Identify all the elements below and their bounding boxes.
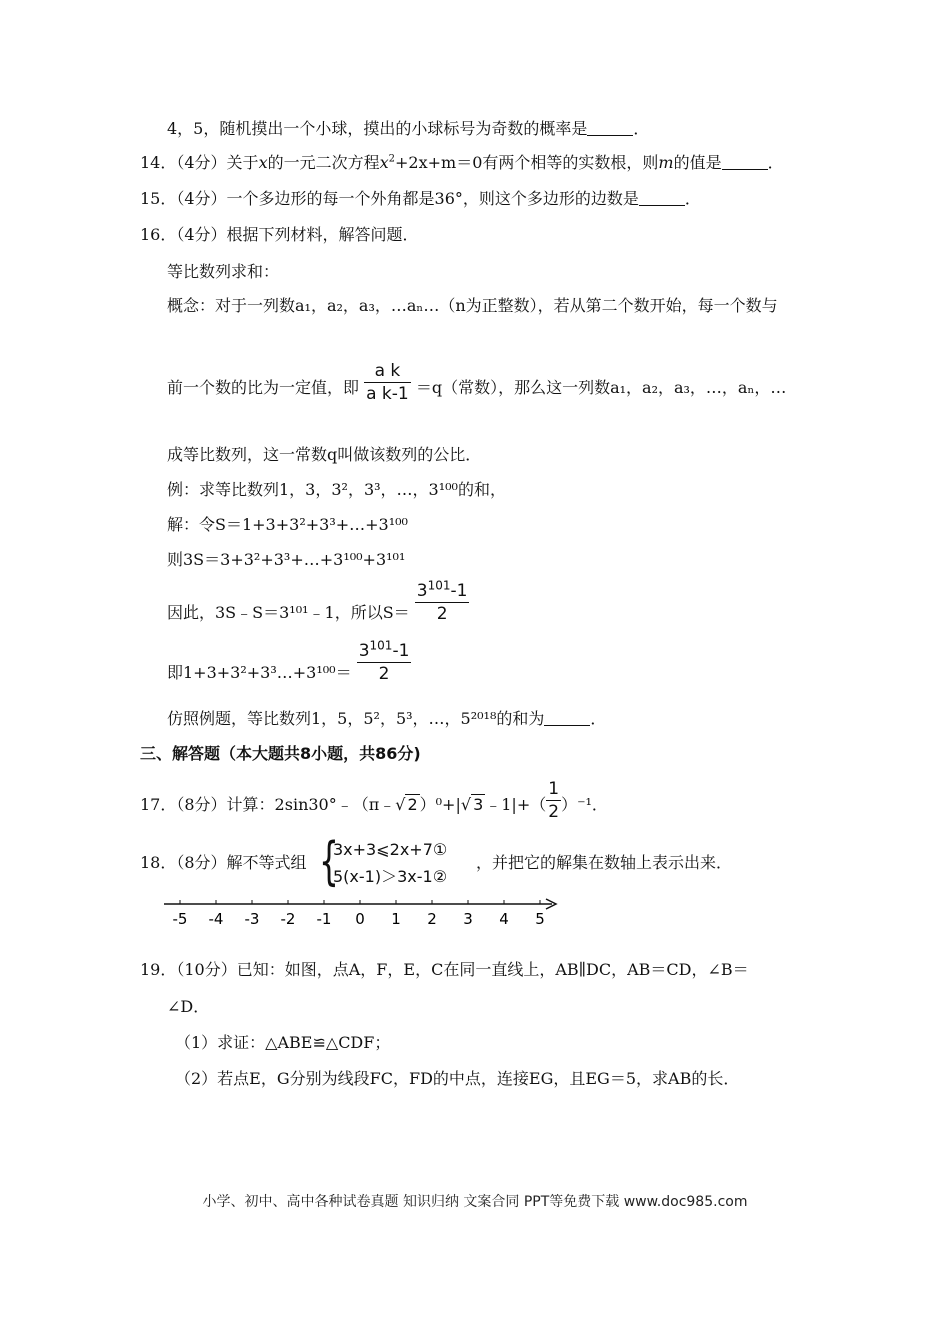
answer-blank bbox=[587, 121, 633, 136]
question-19-line2: ∠D． bbox=[167, 997, 210, 1016]
inequality-2: 5(x-1)＞3x-1② bbox=[333, 867, 448, 886]
q16-called: 成等比数列，这一常数q叫做该数列的公比． bbox=[167, 445, 482, 464]
sum-fraction: $\frac{3^{101}-1}{2}$ bbox=[358, 638, 410, 684]
question-18: 18．（8分）解不等式组 bbox=[140, 853, 307, 872]
number-line-tick-label: 2 bbox=[427, 910, 437, 928]
q16-solution-4: 即1+3+3²+3³…+3¹⁰⁰＝ $\frac{3^{101}-1}{2}$ bbox=[167, 638, 410, 684]
number-line-tick-label: -4 bbox=[208, 910, 224, 928]
question-17: 17．（8分）计算：2sin30°﹣（π﹣√ 2 ）⁰+|√ 3 ﹣1|+（ $\frac{1}{2}$ ）⁻¹． bbox=[140, 779, 608, 822]
inequality-system bbox=[319, 832, 479, 892]
sqrt-icon: √ bbox=[395, 795, 406, 814]
number-line-tick-label: -3 bbox=[244, 910, 260, 928]
number-line-tick-label: -1 bbox=[316, 910, 332, 928]
question-19-part1: （1）求证：△ABE≌△CDF； bbox=[175, 1033, 391, 1052]
q16-title: 等比数列求和： bbox=[167, 262, 280, 281]
brace-icon: { bbox=[319, 832, 339, 892]
ratio-fraction: $\frac{\text{a k}}{\text{a k-1}}$ bbox=[366, 361, 409, 404]
q16-concept: 概念：对于一列数a₁，a₂，a₃，…aₙ…（n为正整数），若从第二个数开始，每一个数与 bbox=[167, 296, 778, 315]
q16-solution-2: 则3S＝3+3²+3³+…+3¹⁰⁰+3¹⁰¹ bbox=[167, 550, 406, 569]
q18-post: ，并把它的解集在数轴上表示出来． bbox=[476, 853, 733, 872]
number-line-tick-label: 4 bbox=[499, 910, 509, 928]
number-line-tick-label: -2 bbox=[280, 910, 296, 928]
q16-solution-1: 解：令S＝1+3+3²+3³+…+3¹⁰⁰ bbox=[167, 515, 408, 534]
q16-solution-3: 因此，3S﹣S＝3¹⁰¹﹣1，所以S＝ $\frac{3^{101}-1}{2}$ bbox=[167, 578, 468, 624]
number-line-tick-label: 5 bbox=[535, 910, 545, 928]
question-15: 15．（4分）一个多边形的每一个外角都是36°，则这个多边形的边数是 ． bbox=[140, 189, 701, 208]
question-16-intro: 16．（4分）根据下列材料，解答问题． bbox=[140, 225, 419, 244]
question-19-line1: 19．（10分）已知：如图，点A，F，E，C在同一直线上，AB∥DC，AB＝CD，∠B＝ bbox=[140, 960, 749, 979]
question-19-part2: （2）若点E，G分别为线段FC，FD的中点，连接EG，且EG＝5，求AB的长． bbox=[175, 1069, 740, 1088]
number-line-tick-label: 0 bbox=[355, 910, 365, 928]
q16-ratio-line: 前一个数的比为一定值，即 $\frac{\text{a k}}{\text{a k-1}}$ ＝q（常数），那么这一列数a₁，a₂，a₃，…，aₙ，… bbox=[167, 361, 787, 404]
answer-blank bbox=[544, 711, 590, 726]
half-fraction: $\frac{1}{2}$ bbox=[548, 779, 560, 822]
q16-task: 仿照例题，等比数列1，5，5²，5³，…，5²⁰¹⁸的和为 ． bbox=[167, 709, 607, 728]
number-line bbox=[160, 896, 580, 936]
answer-blank bbox=[722, 155, 768, 170]
q16-example: 例：求等比数列1，3，3²，3³，…，3¹⁰⁰的和， bbox=[167, 480, 506, 499]
question-14: 14．（4分）关于x的一元二次方程$x^2+2x+m=0$有两个相等的实数根，则m的值是 ． bbox=[140, 153, 784, 172]
number-line-tick-label: 3 bbox=[463, 910, 473, 928]
inequality-1: 3x+3⩽2x+7① bbox=[333, 840, 448, 859]
section-heading: 三、解答题（本大题共8小题，共86分) bbox=[140, 744, 421, 763]
answer-blank bbox=[639, 191, 685, 206]
number-line-tick-label: 1 bbox=[391, 910, 401, 928]
sqrt-icon: √ bbox=[460, 795, 472, 814]
q13-tail: 4，5，随机摸出一个小球，摸出的小球标号为奇数的概率是 ． bbox=[167, 119, 650, 138]
footer: 小学、初中、高中各种试卷真题 知识归纳 文案合同 PPT等免费下载 www.doc985.com bbox=[202, 1194, 748, 1210]
sum-fraction: $\frac{3^{101}-1}{2}$ bbox=[416, 578, 468, 624]
number-line-tick-label: -5 bbox=[172, 910, 188, 928]
